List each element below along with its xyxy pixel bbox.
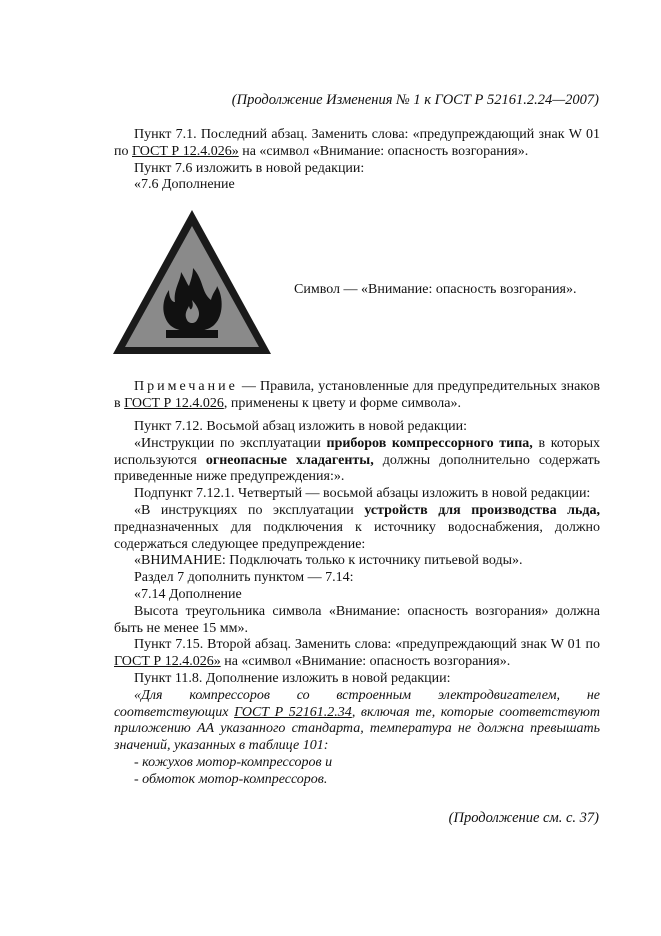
paragraph-7-15: Пункт 7.15. Второй абзац. Заменить слова: «предупреждающий знак W 01 по ГОСТ Р 12.4.026» на «символ «Внимание: опасность возгорания». bbox=[114, 637, 600, 670]
warning-text: «ВНИМАНИЕ: Подключать только к источнику питьевой воды». bbox=[134, 553, 523, 569]
paragraph-section-7: Раздел 7 дополнить пунктом — 7.14: bbox=[134, 570, 354, 586]
paragraph-7-12: Пункт 7.12. Восьмой абзац изложить в новой редакции: bbox=[134, 419, 468, 434]
note-label: Примечание bbox=[134, 379, 238, 394]
paragraph-7-6: Пункт 7.6 изложить в новой редакции: bbox=[134, 160, 365, 176]
paragraph-11-8: Пункт 11.8. Дополнение изложить в новой редакции: bbox=[134, 670, 451, 686]
flammable-warning-triangle-icon bbox=[109, 206, 275, 358]
paragraph-7-12-text: «Инструкции по эксплуатации приборов компрессорного типа, в которых используются огнеопасные хладагенты, должны дополнительно содержать приведенные ниже предупреждения:». bbox=[114, 435, 601, 485]
paragraph-7-12-1-text: «В инструкциях по эксплуатации устройств для производства льда, предназначенных для подключения к источнику водоснабжения, должно содержаться следующее предупреждение: bbox=[114, 502, 600, 552]
note-block bbox=[114, 379, 600, 413]
symbol-caption: Символ — «Внимание: опасность возгорания». bbox=[294, 282, 577, 297]
page-footer: (Продолжение см. с. 37) bbox=[448, 810, 599, 826]
gost-12-4-026-link-2[interactable]: ГОСТ Р 12.4.026» bbox=[114, 654, 221, 670]
paragraph-7-12-1: Подпункт 7.12.1. Четвертый — восьмой абзацы изложить в новой редакции: bbox=[134, 486, 591, 502]
page-header: (Продолжение Изменения № 1 к ГОСТ Р 52161.2.24—2007) bbox=[231, 92, 599, 108]
amendment-block-2 bbox=[114, 419, 600, 789]
paragraph-7-14-heading: «7.14 Дополнение bbox=[134, 586, 242, 602]
paragraph-7-1: Пункт 7.1. Последний абзац. Заменить слова: «предупреждающий знак W 01 по ГОСТ Р 12.4.026» на «символ «Внимание: опасность возгорания». bbox=[114, 127, 600, 159]
list-item: - кожухов мотор-компрессоров и bbox=[134, 754, 333, 770]
gost-52161-2-34-link[interactable]: ГОСТ Р 52161.2.34 bbox=[234, 704, 352, 720]
amendment-block-1 bbox=[114, 127, 600, 194]
list-item: - обмоток мотор-компрессоров. bbox=[134, 771, 328, 787]
gost-12-4-026-note-link[interactable]: ГОСТ Р 12.4.026 bbox=[124, 395, 224, 411]
gost-12-4-026-link[interactable]: ГОСТ Р 12.4.026» bbox=[132, 143, 239, 159]
paragraph-7-14-text: Высота треугольника символа «Внимание: опасность возгорания» должна быть не менее 15 мм». bbox=[114, 603, 600, 636]
paragraph-11-8-text: «Для компрессоров со встроенным электродвигателем, не соответствующих ГОСТ Р 52161.2.34, включая те, которые соответствуют приложению АА указанного стандарта, температура не должна превышать значений, указанных в таблице 101: bbox=[114, 687, 600, 754]
paragraph-7-6-heading: «7.6 Дополнение bbox=[134, 177, 235, 193]
note-paragraph: Примечание — Правила, установленные для предупредительных знаков в ГОСТ Р 12.4.026, применены к цвету и форме символа». bbox=[114, 379, 600, 411]
